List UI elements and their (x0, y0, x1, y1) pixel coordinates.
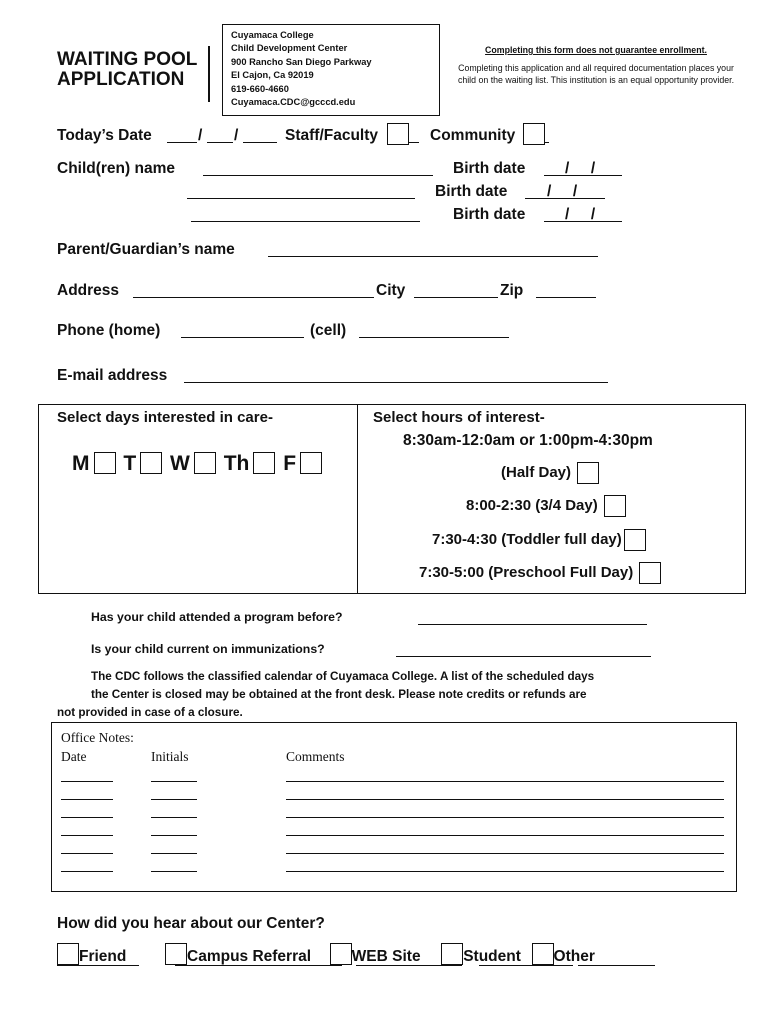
hour-option-label: 8:00-2:30 (3/4 Day) (466, 496, 598, 514)
cell-field[interactable] (359, 337, 509, 338)
child-name-field-3[interactable] (191, 221, 420, 222)
care-divider (357, 405, 358, 593)
notice-heading: Completing this form does not guarantee enrollment. (485, 45, 707, 55)
three-quarter-day-checkbox[interactable] (604, 495, 626, 517)
day-label: F (283, 452, 297, 476)
birth-date-slashes: / / (565, 160, 596, 177)
staff-faculty-checkbox[interactable] (387, 123, 409, 145)
office-comment-line[interactable] (286, 799, 724, 800)
hear-about-options (57, 943, 595, 971)
date-slash: / (234, 127, 239, 144)
office-col-initials: Initials (151, 749, 189, 764)
half-day-checkbox[interactable] (577, 462, 599, 484)
form-title (57, 50, 197, 90)
option-other: Other (553, 948, 595, 966)
office-date-line[interactable] (61, 817, 113, 818)
underline (356, 965, 462, 966)
hour-option-three-quarter (466, 495, 626, 517)
title-divider (208, 46, 210, 102)
date-day-field[interactable] (207, 142, 233, 143)
address-line: Cuyamaca College (231, 30, 314, 40)
hour-option-label: (Half Day) (501, 463, 572, 481)
birth-date-label: Birth date (453, 206, 526, 223)
hour-option-half (501, 462, 599, 484)
question-immunizations: Is your child current on immunizations? (91, 642, 325, 656)
days-title: Select days interested in care- (57, 409, 273, 426)
day-w-checkbox[interactable] (194, 452, 216, 474)
date-slash: / (198, 127, 203, 144)
office-comment-line[interactable] (286, 853, 724, 854)
option-web-site: WEB Site (351, 948, 421, 966)
address-line: El Cajon, Ca 92019 (231, 70, 314, 81)
office-col-comments: Comments (286, 749, 345, 764)
office-initials-line[interactable] (151, 871, 197, 872)
address-line: Cuyamaca.CDC@gcccd.edu (231, 97, 356, 108)
other-checkbox[interactable] (532, 943, 554, 965)
email-field[interactable] (184, 382, 608, 383)
cell-label: (cell) (310, 322, 347, 339)
office-date-line[interactable] (61, 853, 113, 854)
calendar-notice-line-1: The CDC follows the classified calendar of Cuyamaca College. A list of the scheduled days (91, 670, 595, 683)
address-label: Address (57, 282, 120, 299)
underline (57, 965, 139, 966)
address-line: 619-660-4660 (231, 83, 289, 94)
day-t-checkbox[interactable] (140, 452, 162, 474)
immunizations-field[interactable] (396, 656, 651, 657)
option-friend: Friend (79, 948, 127, 966)
date-year-field[interactable] (243, 142, 277, 143)
web-site-checkbox[interactable] (330, 943, 352, 965)
student-checkbox[interactable] (441, 943, 463, 965)
toddler-full-day-checkbox[interactable] (624, 529, 646, 551)
office-notes-title: Office Notes: (61, 730, 134, 745)
office-comment-line[interactable] (286, 781, 724, 782)
child-name-field-2[interactable] (187, 198, 415, 199)
office-initials-line[interactable] (151, 799, 197, 800)
staff-faculty-label: Staff/Faculty (285, 127, 379, 144)
day-label: M (72, 452, 90, 476)
birth-date-label: Birth date (453, 160, 526, 177)
office-date-line[interactable] (61, 835, 113, 836)
hour-option-toddler (432, 529, 646, 551)
day-m-checkbox[interactable] (94, 452, 116, 474)
address-box (222, 24, 440, 116)
email-label: E-mail address (57, 367, 168, 384)
community-label: Community (430, 127, 516, 144)
office-comment-line[interactable] (286, 871, 724, 872)
underline (545, 142, 549, 143)
city-field[interactable] (414, 297, 498, 298)
hour-option-label: 7:30-5:00 (Preschool Full Day) (419, 563, 634, 581)
option-student: Student (463, 948, 521, 966)
child-name-field-1[interactable] (203, 175, 433, 176)
office-initials-line[interactable] (151, 781, 197, 782)
parent-name-field[interactable] (268, 256, 598, 257)
city-label: City (376, 282, 406, 299)
title-line-2: APPLICATION (57, 69, 185, 90)
question-program-before: Has your child attended a program before? (91, 610, 343, 624)
office-col-date: Date (61, 749, 87, 764)
birth-date-slashes: / / (565, 206, 596, 223)
address-line: 900 Rancho San Diego Parkway (231, 56, 372, 67)
day-label: W (170, 452, 190, 476)
office-initials-line[interactable] (151, 817, 197, 818)
enrollment-notice (448, 44, 744, 86)
hour-option-preschool (419, 562, 661, 584)
address-line: Child Development Center (231, 43, 348, 54)
hours-title: Select hours of interest- (373, 409, 545, 426)
parent-name-label: Parent/Guardian’s name (57, 241, 235, 258)
notice-text: Completing this application and all required documentation places your child on the waiting list. This institution is an equal opportunity provider. (457, 63, 735, 85)
office-date-line[interactable] (61, 781, 113, 782)
address-field[interactable] (133, 297, 374, 298)
office-comment-line[interactable] (286, 835, 724, 836)
days-selector (72, 452, 324, 477)
day-f-checkbox[interactable] (300, 452, 322, 474)
community-checkbox[interactable] (523, 123, 545, 145)
children-name-label: Child(ren) name (57, 160, 175, 177)
hour-option-label: 7:30-4:30 (Toddler full day) (432, 530, 622, 548)
office-initials-line[interactable] (151, 853, 197, 854)
zip-field[interactable] (536, 297, 596, 298)
title-line-1: WAITING POOL (57, 49, 198, 70)
date-month-field[interactable] (167, 142, 197, 143)
office-initials-line[interactable] (151, 835, 197, 836)
todays-date-label: Today’s Date (57, 127, 152, 144)
day-label: T (123, 452, 137, 476)
zip-label: Zip (500, 282, 524, 299)
office-notes-box (51, 722, 737, 892)
program-before-field[interactable] (418, 624, 647, 625)
office-date-line[interactable] (61, 871, 113, 872)
birth-date-label: Birth date (435, 183, 508, 200)
calendar-notice-line-2: the Center is closed may be obtained at the front desk. Please note credits or refunds are (91, 688, 587, 701)
underline (409, 142, 419, 143)
preschool-full-day-checkbox[interactable] (639, 562, 661, 584)
underline (175, 965, 342, 966)
calendar-notice-line-3: not provided in case of a closure. (57, 706, 243, 719)
option-campus-referral: Campus Referral (187, 948, 312, 966)
office-comment-line[interactable] (286, 817, 724, 818)
birth-date-slashes: / / (547, 183, 578, 200)
hours-line: 8:30am-12:0am or 1:00pm-4:30pm (403, 432, 653, 449)
day-label: Th (223, 452, 250, 476)
phone-home-label: Phone (home) (57, 322, 161, 339)
friend-checkbox[interactable] (57, 943, 79, 965)
underline (479, 965, 573, 966)
office-date-line[interactable] (61, 799, 113, 800)
day-th-checkbox[interactable] (253, 452, 275, 474)
campus-referral-checkbox[interactable] (165, 943, 187, 965)
phone-home-field[interactable] (181, 337, 304, 338)
hear-about-question: How did you hear about our Center? (57, 915, 325, 932)
underline (578, 965, 655, 966)
